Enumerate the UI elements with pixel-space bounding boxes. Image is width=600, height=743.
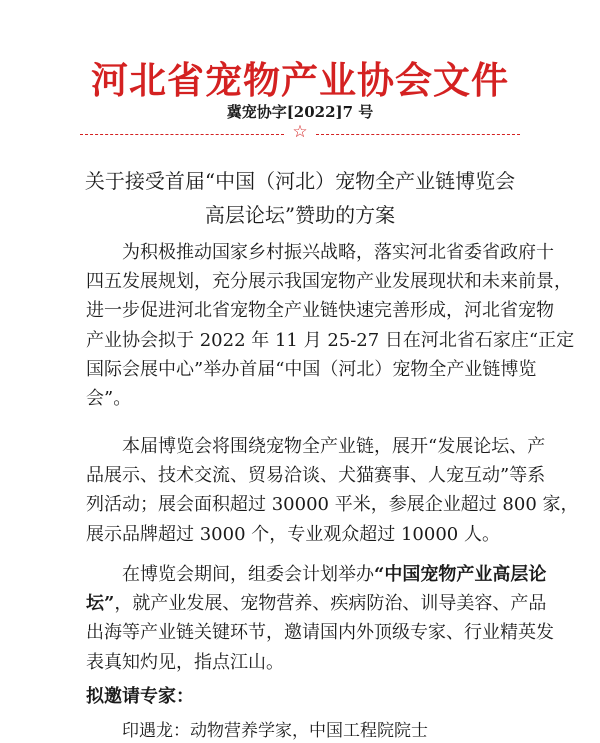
doc-number: 冀宠协字[2022]7 号 xyxy=(226,103,374,121)
document-subject xyxy=(0,164,600,232)
paragraph-line xyxy=(86,560,547,589)
paragraph-1 xyxy=(86,238,575,413)
paragraph-line: 会”。 xyxy=(86,388,132,410)
paragraph-line: 进一步促进河北省宠物全产业链快速完善形成，河北省宠物 xyxy=(86,300,554,322)
paragraph-line: 国际会展中心”举办首届“中国（河北）宠物全产业链博览 xyxy=(86,358,537,380)
paragraph-text: 在博览会期间，组委会计划举办 xyxy=(122,564,374,585)
forum-name-bold: 坛” xyxy=(86,593,115,615)
subject-line-1: 关于接受首届“中国（河北）宠物全产业链博览会 xyxy=(84,169,516,193)
divider-line-left xyxy=(80,134,284,135)
forum-name-bold: “中国宠物产业高层论 xyxy=(374,564,547,585)
paragraph-line xyxy=(86,589,547,618)
paragraph-line: 产业协会拟于 2022 年 11 月 25-27 日在河北省石家庄“正定 xyxy=(86,329,575,351)
paragraph-line: 为积极推动国家乡村振兴战略，落实河北省委省政府十 xyxy=(122,242,554,263)
paragraph-line: 品展示、技术交流、贸易洽谈、犬猫赛事、人宠互动”等系 xyxy=(86,465,546,487)
header-divider xyxy=(80,124,520,142)
paragraph-line: 展示品牌超过 3000 个，专业观众超过 10000 人。 xyxy=(86,523,500,545)
paragraph-line: 列活动；展会面积超过 30000 平米，参展企业超过 800 家， xyxy=(86,494,579,516)
org-title: 河北省宠物产业协会文件 xyxy=(91,59,509,102)
paragraph-3 xyxy=(86,560,554,677)
paragraph-line: 表真知灼见，指点江山。 xyxy=(86,651,284,673)
paragraph-line: 四五发展规划，充分展示我国宠物产业发展现状和未来前景， xyxy=(86,271,572,293)
experts-heading: 拟邀请专家： xyxy=(86,686,194,707)
paragraph-line: 本届博览会将围绕宠物全产业链，展开“发展论坛、产 xyxy=(122,436,546,457)
paragraph-line: 出海等产业链关键环节，邀请国内外顶级专家、行业精英发 xyxy=(86,622,554,644)
paragraph-text: ，就产业发展、宠物营养、疾病防治、训导美容、产品 xyxy=(114,593,547,615)
star-icon: ☆ xyxy=(292,122,308,142)
subject-line-2: 高层论坛”赞助的方案 xyxy=(204,203,396,227)
paragraph-2 xyxy=(86,432,579,549)
expert-item: 印遇龙：动物营养学家，中国工程院院士 xyxy=(122,721,428,741)
divider-line-right xyxy=(316,134,520,135)
